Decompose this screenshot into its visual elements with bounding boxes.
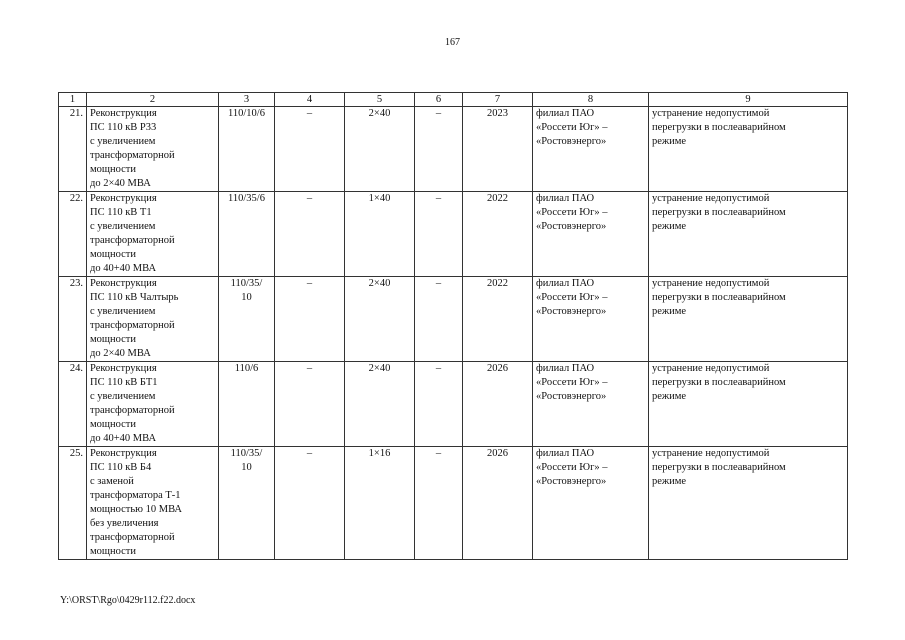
col-header-6: 6 [415,93,463,107]
capacity-value: 2×40 [345,277,415,362]
reason-line: перегрузки в послеаварийном [652,377,786,388]
col-header-3: 3 [219,93,275,107]
table-row [59,447,848,560]
voltage-class [219,192,275,277]
organization-line: филиал ПАО [536,278,595,289]
project-description-line: до 40+40 МВА [90,433,157,444]
project-description-line: мощности [90,546,136,557]
project-description-line: трансформаторной [90,150,175,161]
project-description-line: ПС 110 кВ Чалтырь [90,292,179,303]
organization-line: «Ростовэнерго» [536,306,607,317]
page-number: 167 [445,37,460,48]
project-description [87,277,219,362]
file-path-footer: Y:\ORST\Rgo\0429r112.f22.docx [60,595,196,606]
project-description-line: мощности [90,249,136,260]
voltage-class-line: 110/6 [234,363,259,374]
organization [533,277,649,362]
organization-line: «Россети Юг» – [536,207,608,218]
col-header-2: 2 [87,93,219,107]
project-description-line: Реконструкция [90,278,157,289]
capacity-value: 1×40 [345,192,415,277]
projects-table [58,92,848,560]
project-description-line: Реконструкция [90,108,157,119]
row-number: 23. [59,277,87,362]
col6-value: – [415,277,463,362]
reason-line: устранение недопустимой [652,363,770,374]
col-header-4: 4 [275,93,345,107]
organization-line: «Россети Юг» – [536,292,608,303]
project-description [87,107,219,192]
project-description-line: мощности [90,419,136,430]
project-description-line: трансформаторной [90,235,175,246]
project-description [87,362,219,447]
col4-value: – [275,107,345,192]
organization [533,192,649,277]
organization-line: филиал ПАО [536,193,595,204]
project-description-line: трансформаторной [90,405,175,416]
reason-line: режиме [652,221,687,232]
project-description-line: трансформаторной [90,320,175,331]
project-description-line: ПС 110 кВ Т1 [90,207,152,218]
project-description-line: трансформатора Т-1 [90,490,181,501]
col-header-8: 8 [533,93,649,107]
capacity-value: 1×16 [345,447,415,560]
project-description-line: с заменой [90,476,134,487]
project-description-line: с увеличением [90,306,156,317]
table-body [59,107,848,560]
col6-value: – [415,107,463,192]
col-header-1: 1 [59,93,87,107]
voltage-class-line: 110/10/6 [228,108,265,119]
organization-line: «Ростовэнерго» [536,221,607,232]
voltage-class [219,107,275,192]
col4-value: – [275,192,345,277]
organization-line: «Ростовэнерго» [536,391,607,402]
project-description-line: до 40+40 МВА [90,263,157,274]
project-description-line: ПС 110 кВ Р33 [90,122,157,133]
reason-line: устранение недопустимой [652,108,770,119]
organization-line: филиал ПАО [536,108,595,119]
reason-line: режиме [652,136,687,147]
reason-line: перегрузки в послеаварийном [652,207,786,218]
row-number: 21. [59,107,87,192]
project-description [87,447,219,560]
col6-value: – [415,362,463,447]
project-description-line: ПС 110 кВ БТ1 [90,377,158,388]
year-value: 2022 [463,277,533,362]
reason-line: режиме [652,476,687,487]
col6-value: – [415,447,463,560]
col4-value: – [275,362,345,447]
organization-line: «Россети Юг» – [536,122,608,133]
project-description-line: Реконструкция [90,448,157,459]
voltage-class [219,362,275,447]
row-number: 22. [59,192,87,277]
year-value: 2026 [463,362,533,447]
voltage-class-line: 10 [241,462,252,473]
row-number: 24. [59,362,87,447]
project-description [87,192,219,277]
year-value: 2022 [463,192,533,277]
organization [533,107,649,192]
reason-line: перегрузки в послеаварийном [652,462,786,473]
reason-line: перегрузки в послеаварийном [652,292,786,303]
reason [649,192,848,277]
table-row [59,192,848,277]
project-description-line: мощностью 10 МВА [90,504,183,515]
reason-line: устранение недопустимой [652,278,770,289]
reason-line: перегрузки в послеаварийном [652,122,786,133]
capacity-value: 2×40 [345,107,415,192]
project-description-line: Реконструкция [90,363,157,374]
row-number: 25. [59,447,87,560]
organization [533,447,649,560]
capacity-value: 2×40 [345,362,415,447]
project-description-line: трансформаторной [90,532,175,543]
voltage-class-line: 110/35/ [230,448,263,459]
reason [649,107,848,192]
project-description-line: без увеличения [90,518,159,529]
table-row [59,277,848,362]
organization-line: филиал ПАО [536,448,595,459]
reason [649,277,848,362]
organization-line: «Ростовэнерго» [536,476,607,487]
reason [649,362,848,447]
reason-line: устранение недопустимой [652,448,770,459]
organization-line: «Россети Юг» – [536,377,608,388]
reason [649,447,848,560]
col4-value: – [275,277,345,362]
project-description-line: с увеличением [90,221,156,232]
year-value: 2026 [463,447,533,560]
voltage-class-line: 10 [241,292,252,303]
year-value: 2023 [463,107,533,192]
reason-line: режиме [652,391,687,402]
voltage-class [219,277,275,362]
col6-value: – [415,192,463,277]
organization-line: «Россети Юг» – [536,462,608,473]
table-row [59,362,848,447]
project-description-line: мощности [90,164,136,175]
project-description-line: Реконструкция [90,193,157,204]
col-header-7: 7 [463,93,533,107]
voltage-class-line: 110/35/ [230,278,263,289]
table-row [59,107,848,192]
project-description-line: ПС 110 кВ Б4 [90,462,152,473]
organization [533,362,649,447]
header-row [59,93,848,107]
voltage-class-line: 110/35/6 [228,193,265,204]
voltage-class [219,447,275,560]
reason-line: режиме [652,306,687,317]
col4-value: – [275,447,345,560]
organization-line: филиал ПАО [536,363,595,374]
project-description-line: с увеличением [90,391,156,402]
col-header-9: 9 [649,93,848,107]
project-description-line: мощности [90,334,136,345]
reason-line: устранение недопустимой [652,193,770,204]
project-description-line: до 2×40 МВА [90,348,151,359]
project-description-line: с увеличением [90,136,156,147]
col-header-5: 5 [345,93,415,107]
project-description-line: до 2×40 МВА [90,178,151,189]
organization-line: «Ростовэнерго» [536,136,607,147]
